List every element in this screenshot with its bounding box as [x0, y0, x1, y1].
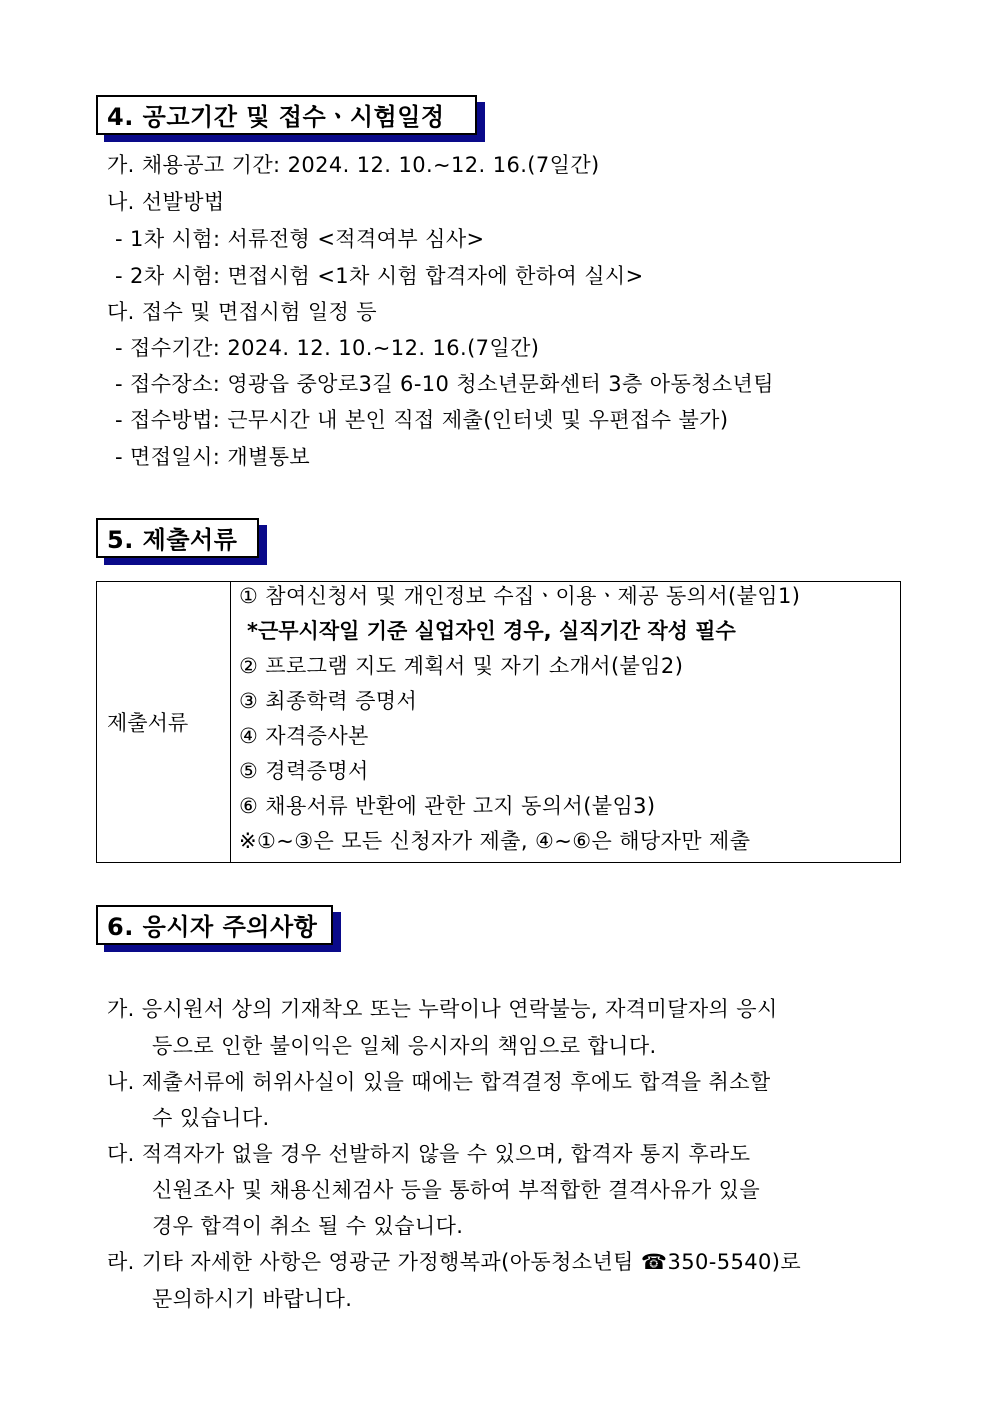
s4-line-2: 나. 선발방법 — [107, 190, 225, 214]
s6-line-3: 나. 제출서류에 허위사실이 있을 때에는 합격결정 후에도 합격을 취소할 — [107, 1070, 771, 1094]
document-item: ⑥ 채용서류 반환에 관한 고지 동의서(붙임3) — [239, 794, 656, 818]
s6-line-7: 경우 합격이 취소 될 수 있습니다. — [152, 1214, 464, 1238]
s6-line-4: 수 있습니다. — [152, 1106, 270, 1130]
s4-line-4: - 2차 시험: 면접시험 <1차 시험 합격자에 한하여 실시> — [115, 264, 644, 288]
documents-table — [96, 581, 901, 863]
s4-line-6: - 접수기간: 2024. 12. 10.∼12. 16.(7일간) — [115, 336, 540, 360]
s6-line-5: 다. 적격자가 없을 경우 선발하지 않을 수 있으며, 합격자 통지 후라도 — [107, 1142, 751, 1166]
documents-label: 제출서류 — [97, 582, 231, 863]
document-item: ⑤ 경력증명서 — [239, 759, 369, 783]
document-note: *근무시작일 기준 실업자인 경우, 실직기간 작성 필수 — [247, 619, 736, 643]
s4-line-1: 가. 채용공고 기간: 2024. 12. 10.∼12. 16.(7일간) — [107, 153, 600, 177]
s4-line-7: - 접수장소: 영광읍 중앙로3길 6-10 청소년문화센터 3층 아동청소년팀 — [115, 372, 774, 396]
section-5-heading: 5. 제출서류 — [96, 518, 259, 558]
document-item: ③ 최종학력 증명서 — [239, 689, 418, 713]
section-4-heading: 4. 공고기간 및 접수ㆍ시험일정 — [96, 95, 477, 135]
s4-line-3: - 1차 시험: 서류전형 <적격여부 심사> — [115, 227, 485, 251]
s4-line-9: - 면접일시: 개별통보 — [115, 445, 311, 469]
document-remark: ※①∼③은 모든 신청자가 제출, ④∼⑥은 해당자만 제출 — [239, 829, 751, 853]
s6-line-8: 라. 기타 자세한 사항은 영광군 가정행복과(아동청소년팀 ☎350-5540)로 — [107, 1250, 802, 1274]
s6-line-6: 신원조사 및 채용신체검사 등을 통하여 부적합한 결격사유가 있을 — [152, 1178, 761, 1202]
document-item: ② 프로그램 지도 계획서 및 자기 소개서(붙임2) — [239, 654, 684, 678]
s6-line-1: 가. 응시원서 상의 기재착오 또는 누락이나 연락불능, 자격미달자의 응시 — [107, 997, 778, 1021]
document-item: ① 참여신청서 및 개인정보 수집ㆍ이용ㆍ제공 동의서(붙임1) — [239, 584, 801, 608]
section-6-heading: 6. 응시자 주의사항 — [96, 905, 333, 945]
s6-line-9: 문의하시기 바랍니다. — [152, 1287, 353, 1311]
documents-list — [231, 582, 901, 863]
s6-line-2: 등으로 인한 불이익은 일체 응시자의 책임으로 합니다. — [152, 1034, 657, 1058]
s4-line-8: - 접수방법: 근무시간 내 본인 직접 제출(인터넷 및 우편접수 불가) — [115, 408, 729, 432]
document-item: ④ 자격증사본 — [239, 724, 369, 748]
s4-line-5: 다. 접수 및 면접시험 일정 등 — [107, 300, 377, 324]
